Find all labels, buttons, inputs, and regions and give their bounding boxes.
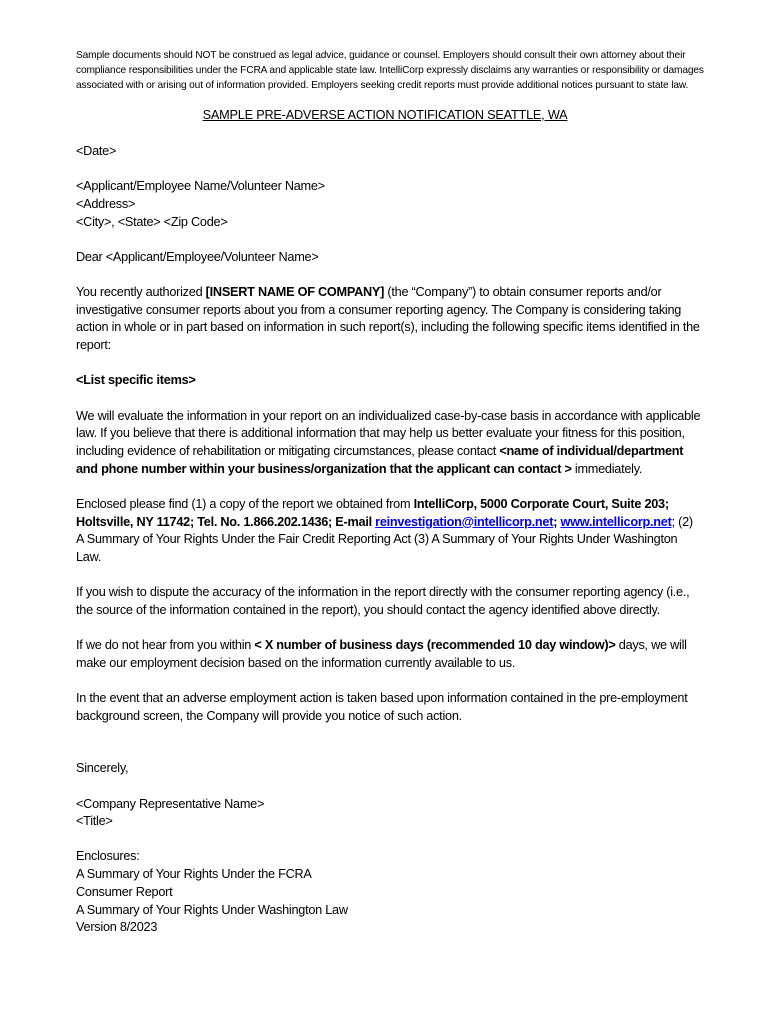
para5-text-cont: days, we will make our employment decision based on the information currently available to us. [76,638,687,670]
paragraph-dispute: If you wish to dispute the accuracy of the information in the report directly with the consumer reporting agency (i.e., the source of the information contained in the report), you should contact the agency identified above directly. [76,585,690,617]
para2-text: We will evaluate the information in your report on an individualized case-by-case basis in accordance with applicable law. If you believe that there is additional information that may help us better evaluate your fitness for this position, including evidence of rehabilitation or mitigating circumstances, please contact [76,408,701,458]
date-placeholder: <Date> [76,144,117,158]
list-items-placeholder [76,372,702,390]
enclosure-item: Consumer Report [76,884,173,899]
recipient-city: <City>, <State> <Zip Code> [76,214,228,229]
para5-text: If we do not hear from you within [76,638,255,653]
email-link[interactable]: reinvestigation@intellicorp.net [375,514,554,529]
para1-text-cont: (the “Company”) to obtain consumer reports and/or investigative consumer reports about you from a consumer reporting agency. The Company is considering taking action in whole or in part based on information in such report(s), including the following specific items identified in the report: [76,285,700,353]
salutation: Dear <Applicant/Employee/Volunteer Name> [76,249,319,264]
enclosure-item: A Summary of Your Rights Under Washington Law [76,902,348,917]
enclosures-label: Enclosures: [76,849,140,864]
blank-line [76,743,702,761]
representative-title: <Title> [76,814,113,829]
page-title: SAMPLE PRE-ADVERSE ACTION NOTIFICATION SEATTLE, WA [202,108,568,122]
recipient-name: <Applicant/Employee Name/Volunteer Name> [76,179,325,194]
closing: Sincerely, [76,761,129,776]
letter-body [76,143,702,937]
para2-text-cont: immediately. [571,461,643,476]
intellicorp-contact: IntelliCorp, 5000 Corporate Court, Suite 203; Holtsville, NY 11742; Tel. No. 1.866.202.1436; E-mail [76,496,669,529]
enclosure-item: A Summary of Your Rights Under the FCRA [76,867,312,882]
paragraph-deadline [76,637,702,672]
version-label: Version 8/2023 [76,920,158,935]
link-separator: ; [553,514,561,529]
signature-block [76,796,702,831]
recipient-street: <Address> [76,196,136,211]
para3-text-cont: ; (2) A Summary of Your Rights Under the Fair Credit Reporting Act (3) A Summary of Your Rights Under Washington Law. [76,514,693,564]
para3-text: Enclosed please find (1) a copy of the report we obtained from [76,496,414,511]
recipient-address [76,178,702,231]
disclaimer-text: Sample documents should NOT be construed as legal advice, guidance or counsel. Employers should consult their own attorney about their compliance responsibilities under the FCRA and applicable state law. IntelliCorp expressly disclaims any warranties or responsibility or damages associated with or arising out of information provided. Employers seeking credit reports must provide additional notices pursuant to state law. [76,50,704,92]
paragraph-authorization [76,284,702,355]
paragraph-evaluation [76,408,702,479]
website-link[interactable]: www.intellicorp.net [560,514,672,529]
paragraph-adverse-action: In the event that an adverse employment action is taken based upon information contained in the pre-employment background screen, the Company will provide you notice of such action. [76,690,688,723]
days-placeholder: < X number of business days (recommended 10 day window)> [254,638,616,653]
paragraph-enclosed [76,496,702,567]
list-items-text: <List specific items> [76,373,196,388]
enclosures-block [76,848,702,937]
company-name-placeholder: [INSERT NAME OF COMPANY] [205,285,385,300]
contact-placeholder: <name of individual/department and phone number within your business/organization that the applicant can contact > [76,443,684,476]
para1-text: You recently authorized [76,285,206,300]
representative-name: <Company Representative Name> [76,796,265,811]
